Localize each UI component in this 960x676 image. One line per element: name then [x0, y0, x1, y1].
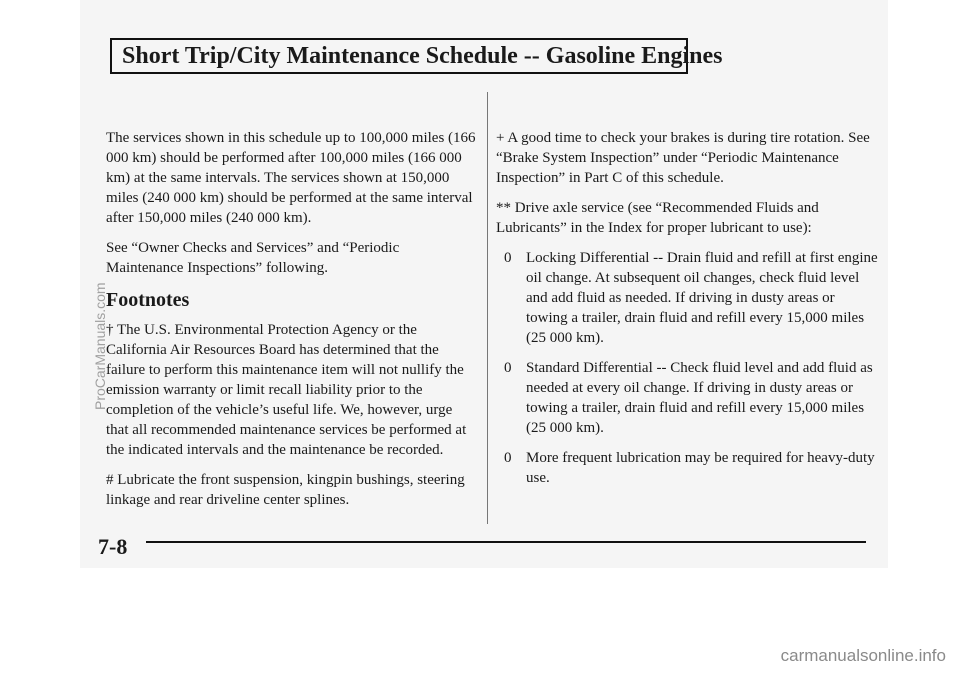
column-divider — [487, 92, 488, 524]
footnote-hash: # Lubricate the front suspension, kingpin bushings, steering linkage and rear driveline center splines. — [106, 472, 465, 508]
right-column — [496, 128, 880, 498]
list-item-text: Locking Differential -- Drain fluid and refill at first engine oil change. At subsequent oil changes, check fluid level and add fluid as needed. If driving in dusty areas or towing a trailer, drain fluid and refill every 15,000 miles (25 000 km). — [526, 250, 878, 346]
page-number: 7-8 — [98, 534, 128, 559]
list-item-text: Standard Differential -- Check fluid level and add fluid as needed at every oil change. If driving in dusty areas or towing a trailer, drain fluid and refill every 15,000 miles (25 000 km). — [526, 360, 873, 436]
page-title: Short Trip/City Maintenance Schedule -- Gasoline Engines — [110, 38, 688, 74]
footer-rule — [146, 541, 866, 543]
see-also-paragraph: See “Owner Checks and Services” and “Periodic Maintenance Inspections” following. — [106, 240, 400, 276]
left-column — [106, 128, 476, 520]
list-item-text: More frequent lubrication may be required for heavy-duty use. — [526, 450, 875, 486]
list-item — [496, 448, 880, 488]
bullet-icon: 0 — [504, 250, 512, 266]
list-item — [496, 248, 880, 348]
intro-paragraph: The services shown in this schedule up to 100,000 miles (166 000 km) should be performed after 100,000 miles (166 000 km) at the same intervals. The services shown at 150,000 miles (240 000 km) should be performed at the same interval after 150,000 miles (240 000 km). — [106, 130, 476, 226]
footnotes-heading: Footnotes — [106, 289, 190, 311]
bullet-icon: 0 — [504, 360, 512, 376]
bullet-icon: 0 — [504, 450, 512, 466]
list-item — [496, 358, 880, 438]
side-watermark: ProCarManuals.com — [92, 282, 108, 410]
bottom-watermark: carmanualsonline.info — [780, 646, 946, 665]
drive-axle-list — [496, 248, 880, 488]
footnote-dagger: † The U.S. Environmental Protection Agency or the California Air Resources Board has determined that the failure to perform this maintenance item will not nullify the emission warranty or limit recall liability prior to the completion of the vehicle’s useful life. We, however, urge that all recommended maintenance services be performed at the indicated intervals and the maintenance be recorded. — [106, 322, 467, 458]
footnote-plus: + A good time to check your brakes is during tire rotation. See “Brake System Inspection” under “Periodic Maintenance Inspection” in Part C of this schedule. — [496, 130, 870, 186]
footnote-double-star: ** Drive axle service (see “Recommended Fluids and Lubricants” in the Index for proper lubricant to use): — [496, 200, 819, 236]
